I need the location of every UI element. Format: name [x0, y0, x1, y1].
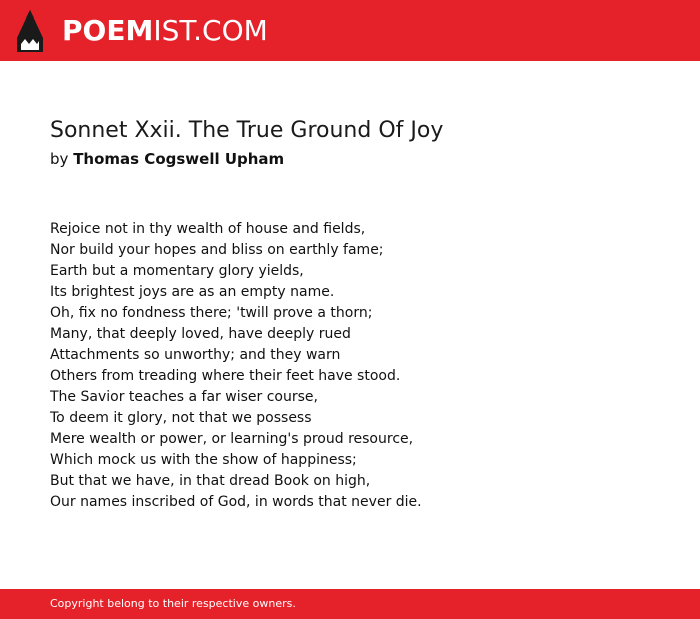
- poem-title: Sonnet Xxii. The True Ground Of Joy: [50, 118, 444, 143]
- pencil-icon[interactable]: [17, 10, 43, 52]
- logo-bold-text: POEM: [62, 14, 154, 47]
- poem-line: Earth but a momentary glory yields,: [50, 263, 304, 279]
- site-logo[interactable]: [62, 14, 268, 48]
- poem-line: But that we have, in that dread Book on high,: [50, 473, 371, 489]
- poem-line: Others from treading where their feet have stood.: [50, 368, 401, 384]
- poem-line: Our names inscribed of God, in words that never die.: [50, 494, 422, 510]
- logo-light-text: IST.COM: [153, 14, 268, 47]
- poem-line: Nor build your hopes and bliss on earthly fame;: [50, 242, 384, 258]
- poem-body: [50, 219, 422, 513]
- poem-line: Rejoice not in thy wealth of house and fields,: [50, 221, 366, 237]
- poem-line: To deem it glory, not that we possess: [50, 410, 312, 426]
- byline: [50, 149, 284, 169]
- poem-line: Attachments so unworthy; and they warn: [50, 347, 341, 363]
- by-label: by: [50, 150, 69, 168]
- poem-line: Which mock us with the show of happiness;: [50, 452, 357, 468]
- poem-line: Mere wealth or power, or learning's proud resource,: [50, 431, 414, 447]
- poem-line: Oh, fix no fondness there; 'twill prove a thorn;: [50, 305, 373, 321]
- poem-line: Its brightest joys are as an empty name.: [50, 284, 335, 300]
- poem-line: The Savior teaches a far wiser course,: [50, 389, 318, 405]
- site-header: [0, 0, 700, 61]
- site-footer: [0, 589, 700, 619]
- poem-line: Many, that deeply loved, have deeply rued: [50, 326, 351, 342]
- copyright-text: Copyright belong to their respective owners.: [50, 597, 296, 610]
- author-name: Thomas Cogswell Upham: [73, 150, 285, 168]
